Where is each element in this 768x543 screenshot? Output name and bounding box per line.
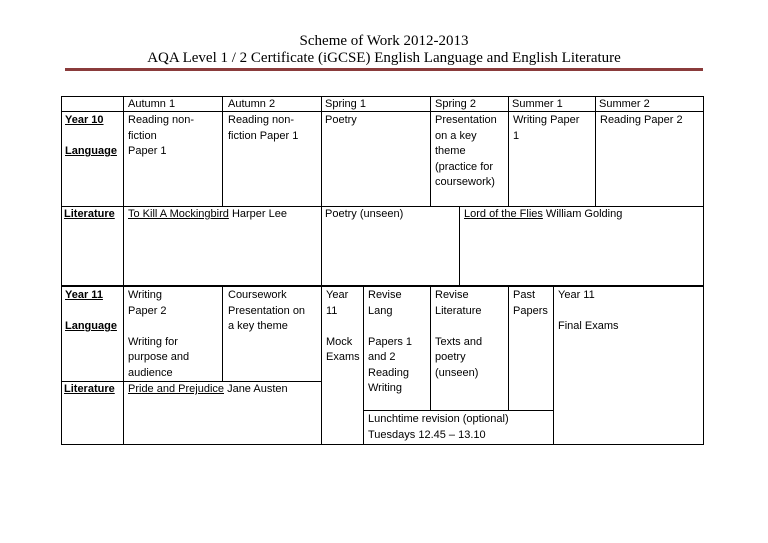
y10-autumn2-cell (228, 113, 298, 144)
y11-summer2-cell (558, 288, 619, 335)
cell-line: Reading non- (228, 114, 295, 126)
cell-line: Reading non- (128, 114, 195, 126)
cell-line: Paper 2 (128, 304, 167, 317)
year11-literature-label: Literature (64, 383, 115, 395)
table-line (61, 285, 704, 287)
year10-label: Year 10 (65, 114, 104, 126)
cell-line: Year 11 (558, 289, 595, 301)
y11-lit-cell (128, 382, 288, 398)
y10-summer2-cell (600, 113, 683, 129)
cell-line: poetry (435, 351, 466, 363)
y11-spring2-cell (435, 288, 482, 381)
cell-line: Mock (326, 335, 353, 348)
y10-lit-spring-cell: Poetry (unseen) (325, 208, 404, 220)
table-line (321, 96, 322, 445)
cell-line: Final Exams (558, 320, 619, 332)
cell-line: Year (326, 289, 349, 301)
cell-line (128, 319, 189, 335)
y10-lit-summer-cell (464, 207, 622, 223)
cell-line (435, 319, 482, 335)
y11-autumn2-cell (228, 288, 305, 335)
book-author: William Golding (542, 208, 623, 220)
column-header-autumn1: Autumn 1 (128, 98, 176, 110)
table-line (703, 96, 704, 445)
cell-line: Past (513, 289, 536, 301)
cell-line: Literature (435, 304, 482, 317)
cell-line: and 2 (368, 351, 396, 363)
y10-autumn1-cell (128, 113, 194, 160)
table-line (61, 444, 704, 445)
table-line (430, 286, 431, 411)
cell-line: 1 (513, 129, 520, 142)
cell-line: Presentation (435, 114, 497, 126)
cell-line: theme (435, 145, 466, 157)
cell-line: Papers (513, 304, 548, 317)
y11-summer1-cell (513, 288, 548, 319)
year10-language-label: Language (65, 145, 117, 157)
table-line (123, 96, 124, 445)
book-title: To Kill A Mockingbird (128, 208, 229, 220)
table-line (553, 286, 554, 445)
cell-line: Paper 1 (128, 145, 167, 157)
cell-line: fiction (128, 129, 157, 142)
book-title: Pride and Prejudice (128, 383, 225, 395)
book-author: Harper Lee (228, 208, 287, 220)
cell-line: Revise (368, 289, 402, 301)
y11-spring1a-cell (326, 288, 360, 366)
cell-line: Papers 1 (368, 335, 413, 348)
table-line (508, 286, 509, 411)
cell-line (368, 319, 412, 335)
cell-line: Writing Paper (513, 114, 580, 126)
y10-spring1-cell (325, 113, 357, 129)
book-author: Jane Austen (224, 383, 288, 395)
year11-label: Year 11 (65, 289, 103, 301)
table-line (363, 286, 364, 445)
cell-line: Writing (128, 289, 163, 301)
cell-line: Revise (435, 289, 469, 301)
table-line (459, 206, 460, 286)
table-line (61, 96, 62, 445)
cell-line: Reading (368, 366, 409, 379)
cell-line: on a key (435, 129, 477, 142)
table-line (595, 96, 596, 207)
document-subtitle: AQA Level 1 / 2 Certificate (iGCSE) English Language and English Literature (147, 50, 621, 66)
cell-line: Tuesdays 12.45 – 13.10 (368, 428, 486, 441)
year10-literature-label: Literature (64, 208, 115, 220)
cell-line: (practice for (435, 160, 494, 173)
cell-line (326, 319, 360, 335)
cell-line: Lang (368, 304, 393, 317)
table-line (508, 96, 509, 207)
y10-summer1-cell (513, 113, 579, 144)
cell-line: coursework) (435, 176, 495, 188)
cell-line: 11 (326, 304, 338, 317)
cell-line: Writing (368, 382, 403, 394)
column-header-autumn2: Autumn 2 (228, 98, 276, 110)
lunchtime-revision-cell (368, 412, 509, 443)
y11-spring1b-cell (368, 288, 412, 397)
column-header-summer1: Summer 1 (512, 98, 563, 110)
cell-line: fiction Paper 1 (228, 129, 299, 142)
cell-line: Presentation on (228, 304, 306, 317)
year11-language-label: Language (65, 320, 117, 332)
column-header-spring1: Spring 1 (325, 98, 366, 110)
cell-line: a key theme (228, 320, 288, 332)
book-title: Lord of the Flies (464, 208, 543, 220)
y11-autumn1-cell (128, 288, 189, 381)
column-header-spring2: Spring 2 (435, 98, 476, 110)
y10-lit-autumn-cell (128, 207, 287, 223)
table-line (222, 286, 223, 382)
cell-line: (unseen) (435, 366, 479, 379)
table-line (430, 96, 431, 207)
cell-line: Lunchtime revision (optional) (368, 413, 509, 425)
cell-line (558, 304, 619, 320)
cell-line: Poetry (325, 114, 357, 126)
column-header-summer2: Summer 2 (599, 98, 650, 110)
cell-line: audience (128, 366, 173, 379)
cell-line: purpose and (128, 351, 190, 363)
table-line (363, 410, 553, 411)
cell-line: Exams (326, 351, 360, 363)
cell-line: Coursework (228, 289, 287, 301)
cell-line: Writing for (128, 335, 178, 348)
y10-spring2-cell (435, 113, 497, 191)
cell-line: Texts and (435, 335, 483, 348)
table-line (222, 96, 223, 207)
cell-line: Reading Paper 2 (600, 114, 683, 126)
document-title: Scheme of Work 2012-2013 (299, 33, 469, 49)
